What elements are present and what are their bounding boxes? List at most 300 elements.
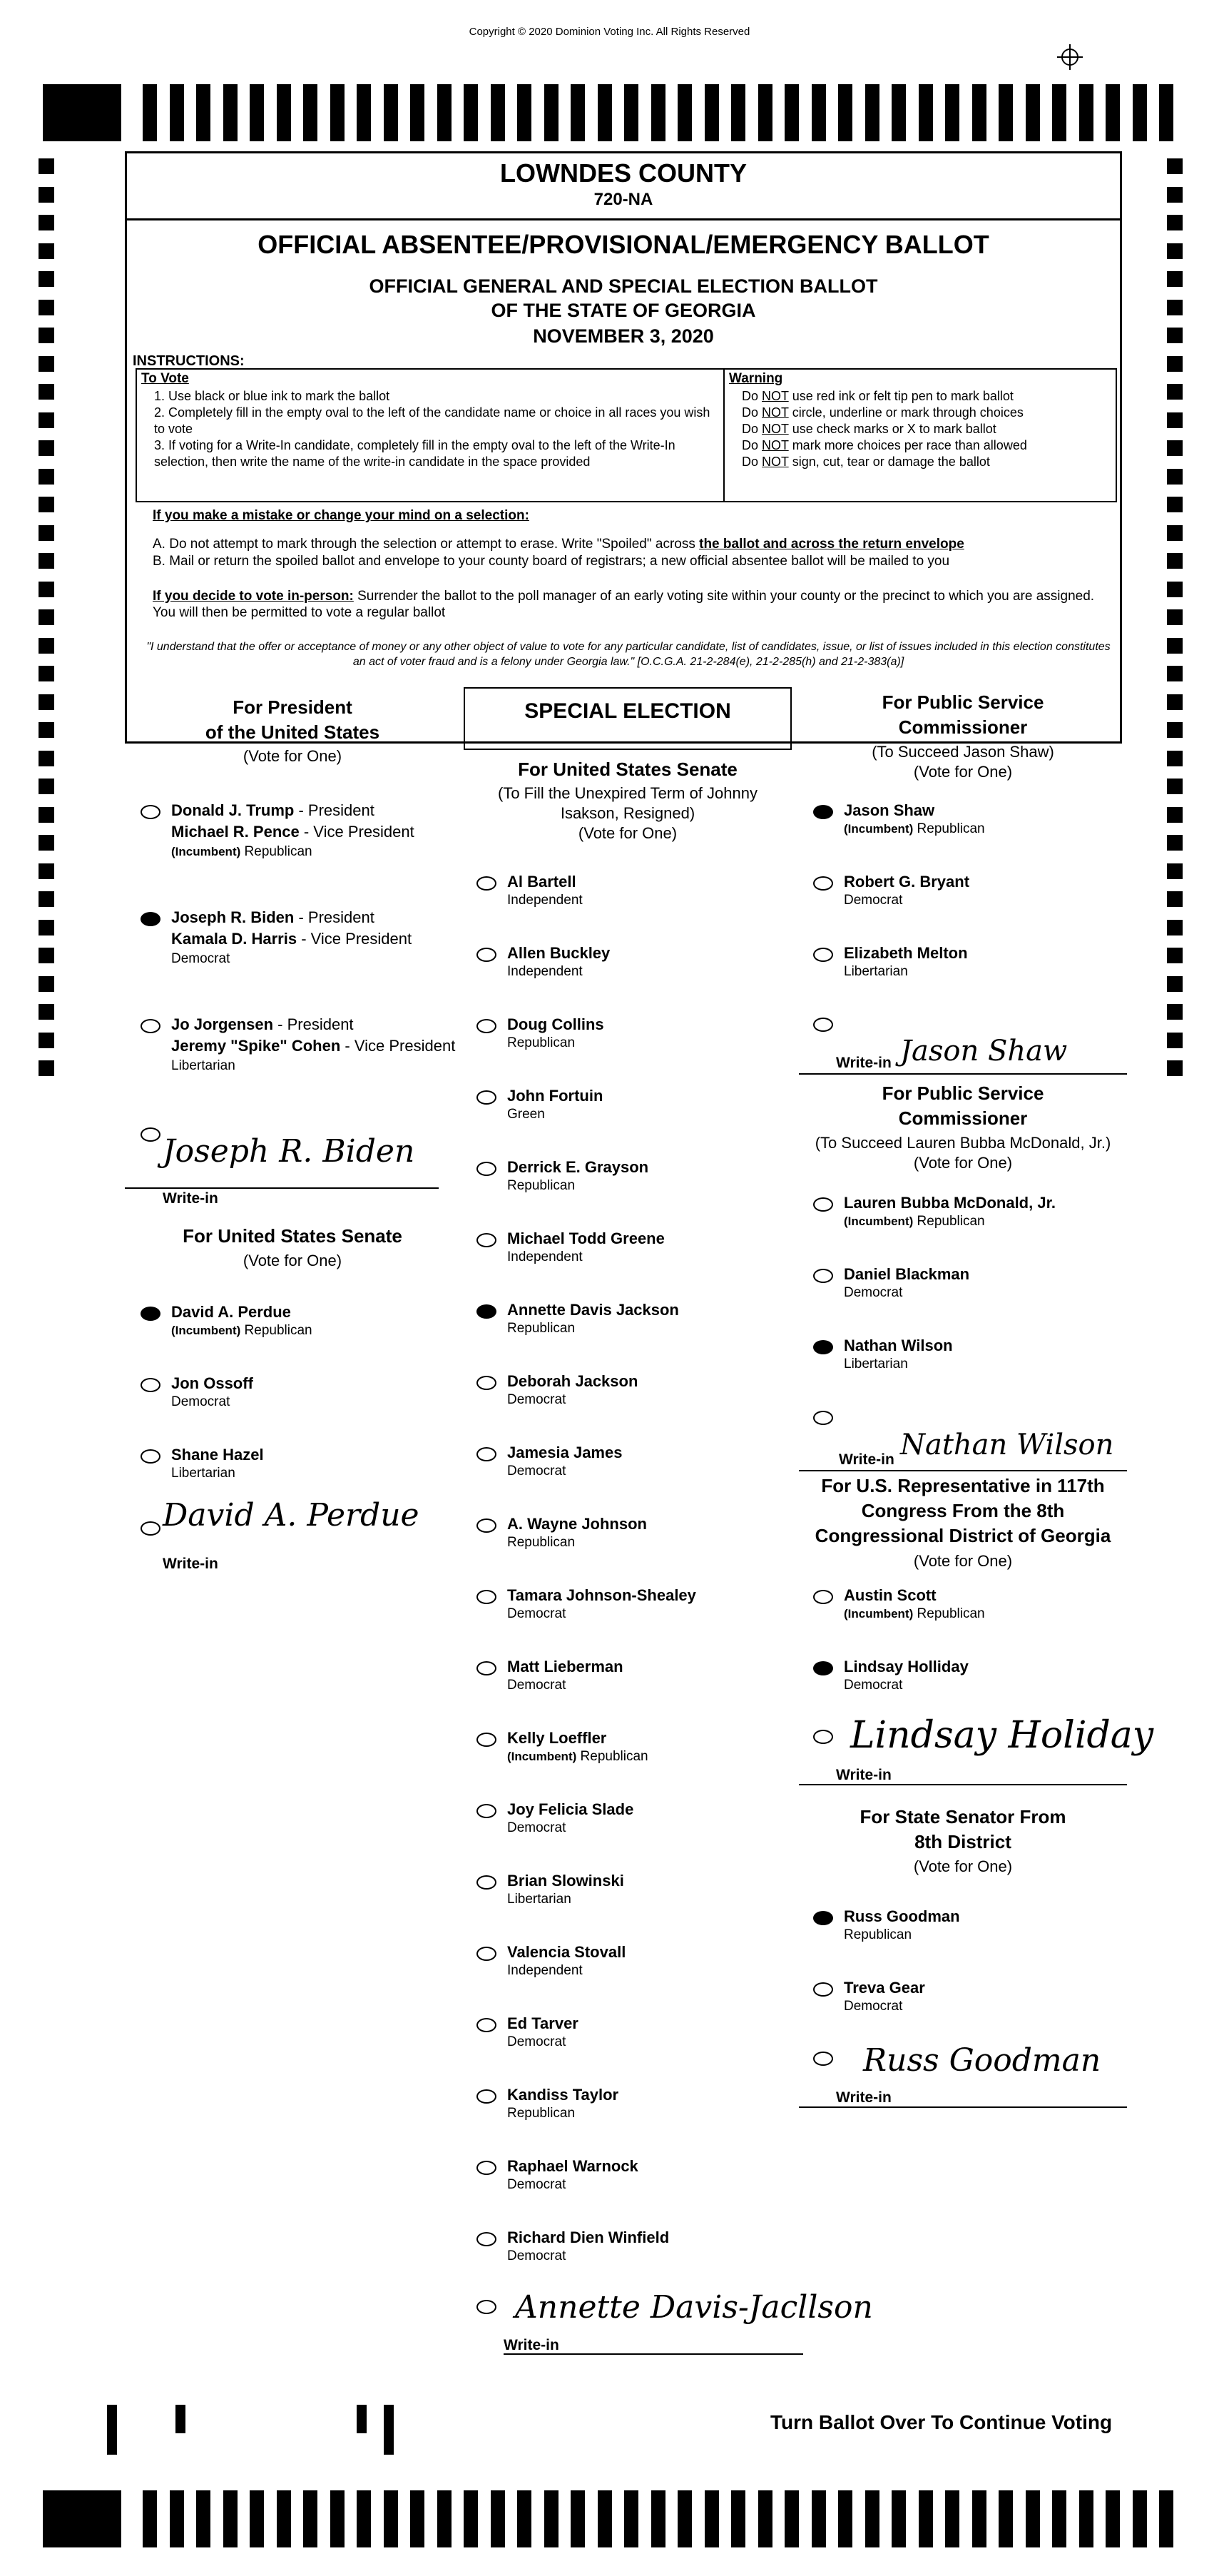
timing-mark [892, 2490, 906, 2547]
candidate-party: Democrat [507, 1392, 566, 1407]
timing-mark [972, 2490, 986, 2547]
vote-oval[interactable] [813, 1590, 833, 1604]
side-timing-mark [1167, 215, 1183, 230]
side-timing-mark [39, 440, 54, 456]
timing-mark [277, 2490, 291, 2547]
president-vote-for: (Vote for One) [243, 747, 342, 765]
vote-oval[interactable] [476, 1162, 496, 1176]
side-timing-mark [1167, 440, 1183, 456]
candidate-party: Democrat [844, 1678, 903, 1693]
side-timing-mark [1167, 863, 1183, 879]
warning-item: Do NOT mark more choices per race than allowed [742, 438, 1027, 452]
special-senate-vote-for: (Vote for One) [578, 824, 678, 842]
side-timing-mark [1167, 1033, 1183, 1048]
side-timing-mark [39, 694, 54, 710]
candidate-party: (Incumbent) Republican [507, 1749, 648, 1764]
candidate-name: Shane Hazel [171, 1446, 264, 1464]
side-timing-mark [39, 525, 54, 541]
warning-item: Do NOT sign, cut, tear or damage the ballot [742, 455, 990, 469]
side-timing-mark [1167, 300, 1183, 315]
vote-oval[interactable] [476, 1376, 496, 1390]
candidate-party: (Incumbent) Republican [844, 1214, 985, 1229]
side-timing-mark [39, 1004, 54, 1020]
side-timing-mark [39, 328, 54, 343]
timing-mark-block [43, 84, 121, 141]
timing-mark [624, 2490, 638, 2547]
side-timing-mark [1167, 891, 1183, 907]
vote-oval[interactable] [476, 2232, 496, 2246]
psc1-write-in-line [799, 1073, 1127, 1075]
side-timing-mark [1167, 609, 1183, 625]
candidate-party: Republican [507, 2106, 576, 2121]
psc2-write-in-line [799, 1470, 1127, 1471]
timing-mark [357, 2490, 371, 2547]
candidate-party: Democrat [507, 1820, 566, 1835]
running-mate-name: Michael R. Pence - Vice President [171, 823, 414, 841]
candidate-name: Austin Scott [844, 1586, 937, 1604]
side-timing-mark [39, 497, 54, 512]
timing-mark [785, 84, 799, 141]
candidate-name: Elizabeth Melton [844, 944, 968, 962]
side-timing-mark [39, 948, 54, 963]
usrep-title-3: Congressional District of Georgia [815, 1525, 1111, 1546]
side-timing-mark [39, 1033, 54, 1048]
warning-item: Do NOT use check marks or X to mark ballot [742, 422, 996, 436]
timing-mark [330, 84, 345, 141]
candidate-name: Allen Buckley [507, 944, 611, 962]
vote-oval[interactable] [813, 1661, 833, 1675]
candidate-name: Daniel Blackman [844, 1265, 970, 1283]
candidate-party: Democrat [844, 893, 903, 908]
to-vote-list [154, 388, 718, 470]
timing-mark [812, 84, 826, 141]
candidate-party: Democrat [171, 951, 230, 966]
psc1-sub: (To Succeed Jason Shaw) [872, 743, 1054, 761]
timing-mark [598, 84, 612, 141]
timing-mark [437, 2490, 452, 2547]
bottom-mark [107, 2405, 117, 2455]
side-timing-mark [1167, 384, 1183, 400]
candidate-name: Jo Jorgensen - President [171, 1015, 354, 1033]
side-timing-mark [1167, 638, 1183, 654]
side-timing-mark [39, 469, 54, 485]
timing-mark [196, 2490, 210, 2547]
vote-oval[interactable] [141, 1019, 160, 1033]
candidate-name: Tamara Johnson-Shealey [507, 1586, 696, 1604]
bottom-mark [384, 2405, 394, 2455]
candidate-party: Democrat [844, 1285, 903, 1300]
bottom-mark [175, 2405, 185, 2433]
usrep-title-1: For U.S. Representative in 117th [821, 1475, 1105, 1496]
side-timing-mark [1167, 751, 1183, 766]
side-timing-mark [1167, 976, 1183, 992]
instructions-divider [723, 368, 725, 502]
usrep-title-2: Congress From the 8th [861, 1500, 1065, 1521]
candidate-name: Treva Gear [844, 1979, 925, 1997]
usrep-vote-for: (Vote for One) [913, 1552, 1013, 1570]
timing-mark [303, 84, 317, 141]
side-timing-mark [1167, 920, 1183, 935]
timing-mark [223, 2490, 238, 2547]
side-timing-mark [39, 158, 54, 174]
candidate-party: Libertarian [844, 964, 908, 979]
timing-mark [651, 2490, 665, 2547]
side-timing-mark [39, 300, 54, 315]
timing-mark [544, 2490, 559, 2547]
timing-mark [1159, 84, 1173, 141]
side-timing-mark [39, 356, 54, 372]
timing-mark [143, 2490, 157, 2547]
vote-oval[interactable] [813, 1911, 833, 1925]
president-title-1: For President [233, 696, 352, 718]
candidate-party: (Incumbent) Republican [844, 1606, 985, 1621]
voter-fraud-disclaimer: "I understand that the offer or acceptance of money or any other object of value to vote for any particular candidate, list of candidates, issue, or list of issues included in this election constitutes an act of voter fraud and is a felony under Georgia law." [O.C.G.A. 21-2-284(e), 21-2-285(h) and 21-2-383(a)] [146, 641, 1111, 668]
side-timing-mark [1167, 722, 1183, 738]
timing-mark [571, 84, 585, 141]
vote-oval[interactable] [476, 1019, 496, 1033]
vote-oval[interactable] [476, 1233, 496, 1247]
side-timing-mark [1167, 948, 1183, 963]
mistake-step-b: B. Mail or return the spoiled ballot and envelope to your county board of registrars; a new official absentee ballot will be mailed to you [153, 554, 950, 569]
vote-oval[interactable] [476, 1518, 496, 1533]
timing-mark [865, 84, 879, 141]
vote-oval[interactable] [813, 1982, 833, 1997]
usrep-write-in-oval[interactable] [813, 1730, 833, 1744]
vote-oval[interactable] [141, 1378, 160, 1392]
side-timing-mark [1167, 469, 1183, 485]
vote-oval[interactable] [476, 1875, 496, 1890]
candidate-party: Democrat [507, 1606, 566, 1621]
candidate-name: Michael Todd Greene [507, 1229, 665, 1247]
vote-oval[interactable] [476, 1804, 496, 1818]
top-timing-marks [43, 84, 1177, 141]
statesen-vote-for: (Vote for One) [913, 1857, 1013, 1875]
president-write-in-oval[interactable] [141, 1127, 160, 1142]
timing-mark [678, 84, 692, 141]
candidate-name: Nathan Wilson [844, 1337, 953, 1354]
timing-mark [598, 2490, 612, 2547]
candidate-name: Lauren Bubba McDonald, Jr. [844, 1194, 1056, 1212]
timing-mark [143, 84, 157, 141]
side-timing-mark [1167, 497, 1183, 512]
timing-mark [1026, 2490, 1040, 2547]
statesen-write-in-oval[interactable] [813, 2052, 833, 2066]
candidate-party: Republican [844, 1927, 912, 1942]
ballot-subtitle-2: OF THE STATE OF GEORGIA [491, 300, 756, 321]
president-write-in-text: Joseph R. Biden [163, 1133, 415, 1170]
vote-oval[interactable] [813, 1269, 833, 1283]
candidate-party: Independent [507, 964, 583, 979]
ballot-subtitle-1: OFFICIAL GENERAL AND SPECIAL ELECTION BALLOT [369, 275, 878, 297]
timing-mark [812, 2490, 826, 2547]
candidate-name: Robert G. Bryant [844, 873, 970, 891]
psc2-title-1: For Public Service [882, 1082, 1044, 1104]
psc2-sub: (To Succeed Lauren Bubba McDonald, Jr.) [815, 1134, 1111, 1152]
candidate-party: Democrat [507, 2248, 566, 2263]
candidate-name: A. Wayne Johnson [507, 1515, 647, 1533]
candidate-party: Republican [507, 1321, 576, 1336]
special-senate-sub-1: (To Fill the Unexpired Term of Johnny [498, 784, 758, 802]
side-timing-mark [39, 976, 54, 992]
vote-oval[interactable] [141, 805, 160, 819]
candidate-party: Republican [507, 1035, 576, 1050]
copyright-notice: Copyright © 2020 Dominion Voting Inc. All Rights Reserved [469, 26, 750, 38]
timing-mark [170, 2490, 184, 2547]
senate-write-in-label: Write-in [163, 1556, 218, 1572]
timing-mark [1052, 84, 1066, 141]
usrep-write-in-text: Lindsay Holiday [850, 1714, 1154, 1757]
side-timing-mark [39, 243, 54, 259]
vote-oval[interactable] [476, 1590, 496, 1604]
timing-mark [544, 84, 559, 141]
senate-title: For United States Senate [183, 1225, 402, 1247]
timing-mark [517, 2490, 531, 2547]
warning-list [742, 388, 1113, 470]
vote-oval[interactable] [813, 805, 833, 819]
president-title-2: of the United States [205, 721, 380, 743]
timing-mark [491, 2490, 505, 2547]
side-timing-mark [39, 920, 54, 935]
timing-mark [250, 84, 264, 141]
candidate-party: Democrat [507, 1464, 566, 1479]
timing-mark [464, 2490, 478, 2547]
timing-mark [410, 84, 424, 141]
candidate-party: (Incumbent) Republican [171, 1323, 312, 1338]
side-timing-mark [1167, 1060, 1183, 1076]
side-timing-mark [1167, 187, 1183, 203]
instructions-heading: INSTRUCTIONS: [133, 353, 245, 369]
timing-mark [357, 84, 371, 141]
side-timing-mark [1167, 582, 1183, 597]
side-timing-mark [39, 891, 54, 907]
side-timing-mark [39, 722, 54, 738]
statesen-title-1: For State Senator From [860, 1806, 1066, 1827]
candidate-party: Independent [507, 1249, 583, 1264]
side-timing-mark [1167, 356, 1183, 372]
candidate-name: Joseph R. Biden - President [171, 908, 374, 926]
ballot-title: OFFICIAL ABSENTEE/PROVISIONAL/EMERGENCY BALLOT [257, 230, 989, 259]
side-timing-mark [39, 412, 54, 428]
timing-mark [705, 2490, 719, 2547]
candidate-name: Kandiss Taylor [507, 2086, 619, 2104]
vote-oval[interactable] [476, 876, 496, 891]
timing-mark [919, 84, 933, 141]
candidate-party: Libertarian [171, 1058, 235, 1073]
timing-mark [838, 84, 852, 141]
senate-write-in-text: David A. Perdue [163, 1497, 419, 1533]
side-timing-mark [39, 751, 54, 766]
special-senate-write-in-text: Annette Davis-Jacllson [515, 2289, 873, 2326]
candidate-name: Jason Shaw [844, 801, 935, 819]
side-timing-mark [39, 638, 54, 654]
candidate-name: Jon Ossoff [171, 1374, 253, 1392]
candidate-party: (Incumbent) Republican [171, 844, 312, 859]
candidate-name: Deborah Jackson [507, 1372, 638, 1390]
vote-oval[interactable] [476, 948, 496, 962]
timing-mark [999, 84, 1013, 141]
candidate-party: Democrat [507, 2177, 566, 2192]
psc1-vote-for: (Vote for One) [913, 763, 1013, 781]
side-timing-mark [1167, 779, 1183, 794]
special-senate-title: For United States Senate [518, 759, 738, 780]
side-timing-mark [39, 835, 54, 851]
side-timing-mark [1167, 553, 1183, 569]
side-timing-mark [1167, 412, 1183, 428]
registration-target-icon [1056, 43, 1084, 71]
vote-oval[interactable] [476, 1090, 496, 1105]
side-timing-mark [1167, 1004, 1183, 1020]
candidate-name: Matt Lieberman [507, 1658, 623, 1675]
timing-mark [919, 2490, 933, 2547]
candidate-name: Valencia Stovall [507, 1943, 626, 1961]
vote-oval[interactable] [813, 1197, 833, 1212]
timing-mark [330, 2490, 345, 2547]
candidate-party: Republican [507, 1535, 576, 1550]
timing-mark [170, 84, 184, 141]
special-senate-write-in-oval[interactable] [476, 2300, 496, 2314]
timing-mark [624, 84, 638, 141]
side-timing-mark [39, 271, 54, 287]
timing-mark [1026, 84, 1040, 141]
timing-mark [517, 84, 531, 141]
running-mate-name: Jeremy "Spike" Cohen - Vice President [171, 1037, 456, 1055]
special-election-label: SPECIAL ELECTION [524, 699, 731, 723]
psc2-write-in-oval[interactable] [813, 1411, 833, 1425]
president-write-in-line [125, 1187, 439, 1189]
mistake-step-a: A. Do not attempt to mark through the selection or attempt to erase. Write "Spoiled" across the ballot and across the return envelope [153, 537, 964, 552]
warning-item: Do NOT circle, underline or mark through choices [742, 405, 1024, 420]
candidate-party: Independent [507, 893, 583, 908]
candidate-name: Richard Dien Winfield [507, 2228, 670, 2246]
candidate-name: Russ Goodman [844, 1907, 960, 1925]
timing-mark [464, 84, 478, 141]
timing-mark [731, 2490, 745, 2547]
side-timing-mark [39, 384, 54, 400]
side-timing-mark [1167, 328, 1183, 343]
side-timing-mark [1167, 525, 1183, 541]
candidate-name: Donald J. Trump - President [171, 801, 374, 819]
psc2-write-in-label: Write-in [839, 1451, 894, 1468]
vote-oval[interactable] [476, 2089, 496, 2104]
timing-mark [277, 84, 291, 141]
special-senate-sub-2: Isakson, Resigned) [560, 804, 695, 822]
side-timing-mark [1167, 271, 1183, 287]
candidate-party: Green [507, 1107, 545, 1122]
side-timing-mark [1167, 694, 1183, 710]
vote-oval[interactable] [813, 1340, 833, 1354]
vote-oval[interactable] [141, 1449, 160, 1464]
timing-mark [651, 84, 665, 141]
timing-mark [571, 2490, 585, 2547]
candidate-name: John Fortuin [507, 1087, 603, 1105]
vote-oval[interactable] [476, 1947, 496, 1961]
to-vote-heading: To Vote [141, 371, 189, 386]
psc2-write-in-text: Nathan Wilson [900, 1429, 1114, 1461]
candidate-party: Libertarian [171, 1466, 235, 1481]
candidate-name: Brian Slowinski [507, 1872, 624, 1890]
timing-mark [410, 2490, 424, 2547]
psc1-write-in-oval[interactable] [813, 1018, 833, 1032]
side-timing-mark [1167, 158, 1183, 174]
vote-oval[interactable] [476, 1304, 496, 1319]
timing-mark [705, 84, 719, 141]
vote-oval[interactable] [476, 2018, 496, 2032]
candidate-name: Joy Felicia Slade [507, 1800, 634, 1818]
side-timing-mark [39, 215, 54, 230]
timing-mark [1079, 84, 1093, 141]
timing-mark [437, 84, 452, 141]
vote-oval[interactable] [141, 1307, 160, 1321]
psc2-vote-for: (Vote for One) [913, 1154, 1013, 1172]
candidate-name: Annette Davis Jackson [507, 1301, 679, 1319]
vote-oval[interactable] [141, 912, 160, 926]
usrep-write-in-line [799, 1784, 1127, 1785]
candidate-party: Democrat [507, 1678, 566, 1693]
timing-mark [758, 2490, 772, 2547]
candidate-name: Al Bartell [507, 873, 576, 891]
side-timing-mark [1167, 666, 1183, 681]
timing-mark [303, 2490, 317, 2547]
usrep-write-in-label: Write-in [836, 1767, 892, 1783]
timing-mark [1106, 2490, 1120, 2547]
vote-oval[interactable] [476, 1447, 496, 1461]
side-timing-mark [1167, 243, 1183, 259]
county-name: LOWNDES COUNTY [500, 158, 747, 188]
timing-mark [865, 2490, 879, 2547]
timing-mark [491, 84, 505, 141]
statesen-title-2: 8th District [914, 1831, 1011, 1852]
timing-mark [384, 84, 398, 141]
special-senate-write-in-line [504, 2353, 803, 2355]
vote-oval[interactable] [476, 1661, 496, 1675]
timing-mark [1052, 2490, 1066, 2547]
vote-oval[interactable] [476, 2161, 496, 2175]
timing-mark [678, 2490, 692, 2547]
candidate-name: Raphael Warnock [507, 2157, 638, 2175]
candidate-party: Republican [507, 1178, 576, 1193]
vote-oval[interactable] [813, 876, 833, 891]
timing-mark [892, 84, 906, 141]
timing-mark [785, 2490, 799, 2547]
timing-mark [384, 2490, 398, 2547]
running-mate-name: Kamala D. Harris - Vice President [171, 930, 412, 948]
candidate-name: Ed Tarver [507, 2014, 578, 2032]
side-timing-mark [39, 807, 54, 823]
header-divider [125, 218, 1122, 220]
vote-oval[interactable] [813, 948, 833, 962]
psc1-write-in-text: Jason Shaw [900, 1035, 1068, 1068]
senate-write-in-oval[interactable] [141, 1521, 160, 1536]
side-timing-mark [1167, 835, 1183, 851]
timing-mark [758, 84, 772, 141]
timing-mark [838, 2490, 852, 2547]
statesen-write-in-line [799, 2106, 1127, 2108]
side-timing-mark [39, 863, 54, 879]
timing-mark [945, 84, 959, 141]
vote-oval[interactable] [476, 1733, 496, 1747]
warning-item: Do NOT use red ink or felt tip pen to mark ballot [742, 389, 1014, 403]
candidate-name: Jamesia James [507, 1444, 623, 1461]
candidate-name: Derrick E. Grayson [507, 1158, 649, 1176]
candidate-party: Libertarian [844, 1357, 908, 1371]
timing-mark [972, 84, 986, 141]
candidate-name: Lindsay Holliday [844, 1658, 969, 1675]
timing-mark [1106, 84, 1120, 141]
timing-mark [196, 84, 210, 141]
special-senate-write-in-label: Write-in [504, 2337, 559, 2353]
side-timing-mark [39, 1060, 54, 1076]
election-date: NOVEMBER 3, 2020 [533, 325, 714, 347]
